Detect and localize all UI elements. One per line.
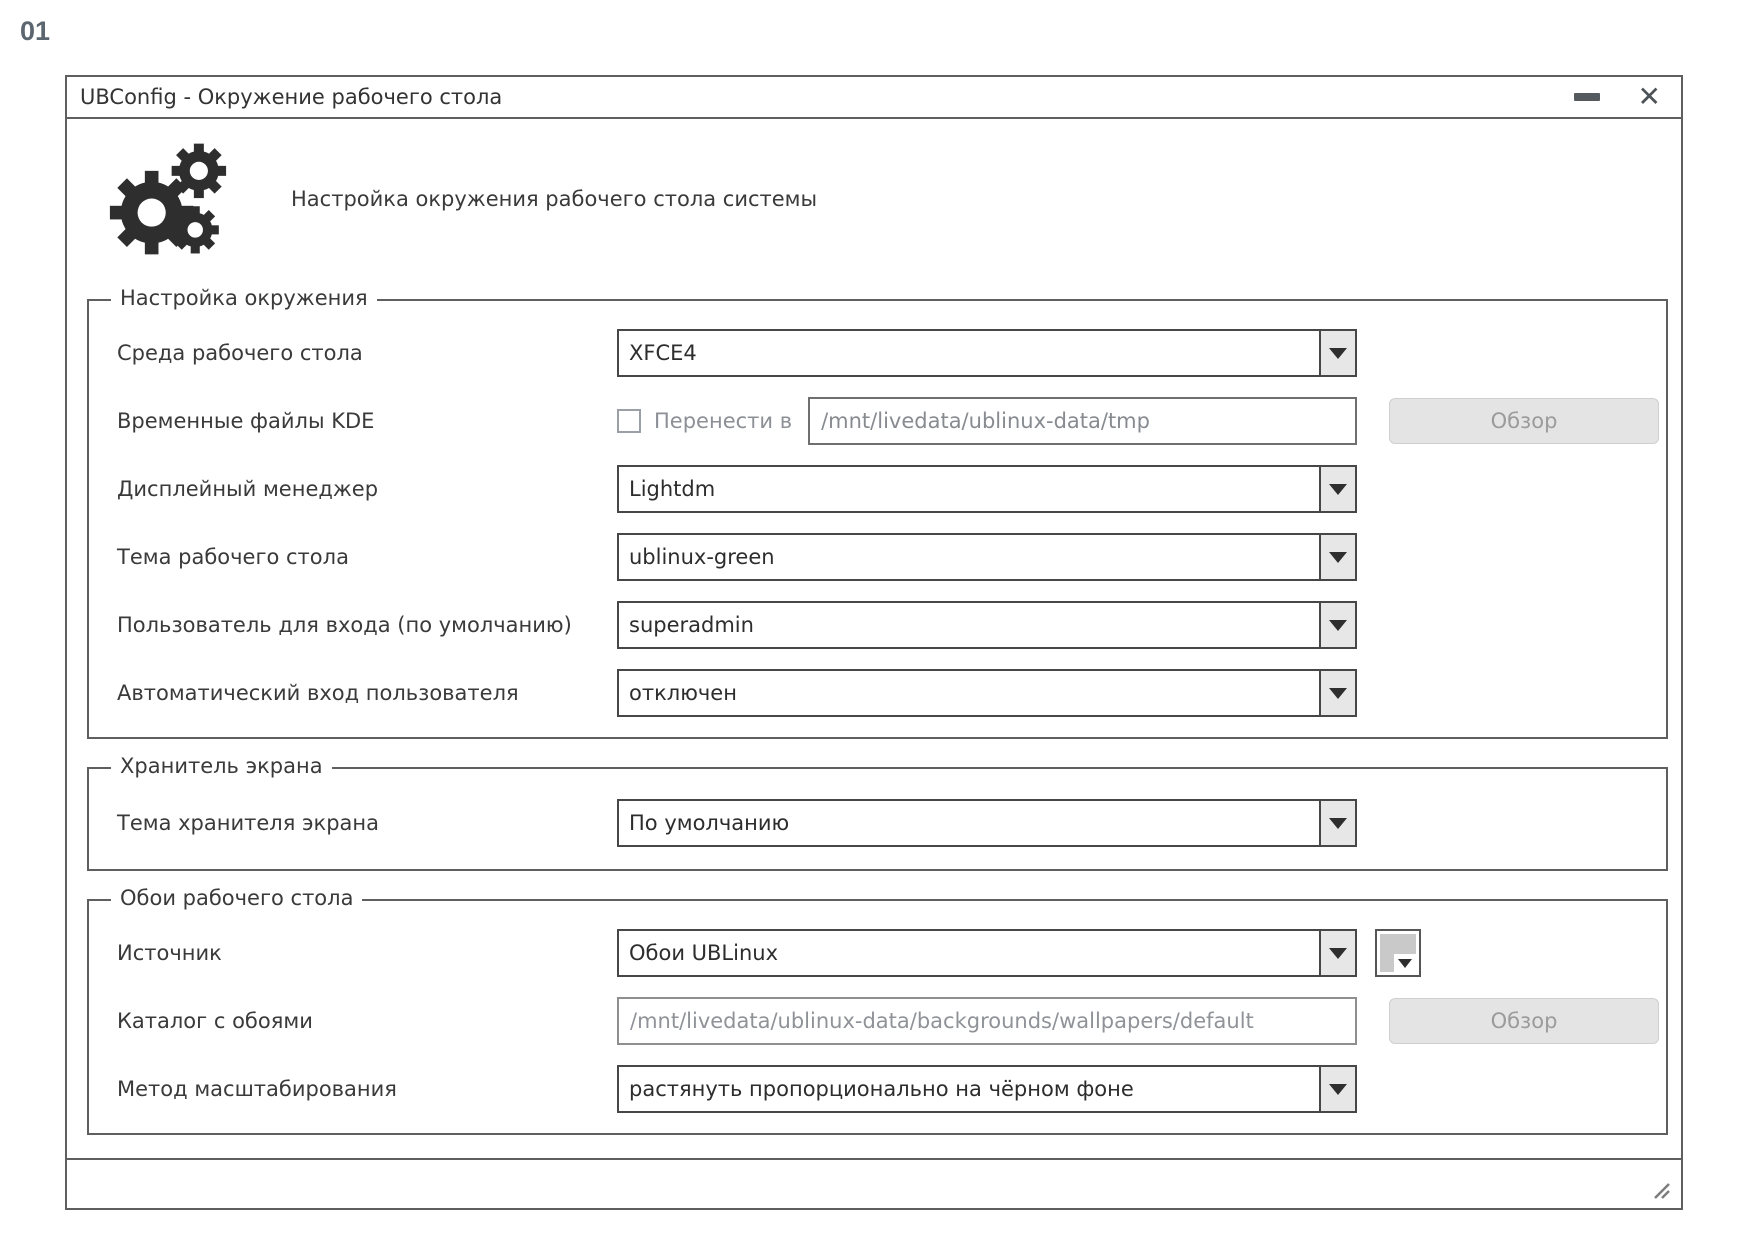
chevron-down-icon[interactable]	[1319, 467, 1355, 511]
group-wallpaper-legend: Обои рабочего стола	[111, 886, 362, 910]
wallpaper-source-select[interactable]	[617, 929, 1357, 977]
browse-button-kde-temp[interactable]: Обзор	[1389, 398, 1659, 444]
selected-value: Lightdm	[629, 477, 716, 501]
selected-value: отключен	[629, 681, 737, 705]
field-label: Источник	[117, 941, 222, 965]
chevron-down-icon	[1394, 954, 1416, 972]
chevron-down-icon[interactable]	[1319, 1067, 1355, 1111]
field-label: Временные файлы KDE	[117, 409, 375, 433]
move-to-checkbox-label: Перенести в	[654, 409, 793, 433]
group-environment-legend: Настройка окружения	[111, 286, 377, 310]
ubconfig-window	[65, 75, 1683, 1210]
browse-button-wallpaper-dir[interactable]: Обзор	[1389, 998, 1659, 1044]
row-desktop-theme	[117, 523, 1654, 591]
row-scaling-method	[117, 1055, 1654, 1123]
group-screensaver-legend: Хранитель экрана	[111, 754, 332, 778]
selected-value: XFCE4	[629, 341, 697, 365]
field-label: Тема хранителя экрана	[117, 811, 380, 835]
field-label: Дисплейный менеджер	[117, 477, 379, 501]
close-icon[interactable]: ✕	[1637, 80, 1661, 113]
chevron-down-icon[interactable]	[1319, 671, 1355, 715]
move-to-checkbox[interactable]	[617, 409, 641, 433]
selected-value: Обои UBLinux	[629, 941, 779, 965]
field-label: Автоматический вход пользователя	[117, 681, 519, 705]
gears-icon	[109, 143, 227, 255]
desktop-environment-select[interactable]	[617, 329, 1357, 377]
titlebar[interactable]	[67, 77, 1681, 119]
chevron-down-icon[interactable]	[1319, 931, 1355, 975]
window-controls	[1574, 80, 1681, 113]
chevron-down-icon[interactable]	[1319, 801, 1355, 845]
screensaver-theme-select[interactable]	[617, 799, 1357, 847]
window-title: UBConfig - Окружение рабочего стола	[80, 85, 503, 109]
row-screensaver-theme	[117, 787, 1654, 859]
field-label: Пользователь для входа (по умолчанию)	[117, 613, 572, 637]
row-desktop-environment	[117, 319, 1654, 387]
chevron-down-icon[interactable]	[1319, 331, 1355, 375]
chevron-down-icon[interactable]	[1319, 603, 1355, 647]
resize-grip-icon[interactable]	[1648, 1177, 1672, 1201]
selected-value: растянуть пропорционально на чёрном фоне	[629, 1077, 1134, 1101]
statusbar	[67, 1158, 1681, 1208]
group-wallpaper	[87, 886, 1668, 1135]
wallpaper-color-picker-button[interactable]	[1375, 929, 1421, 977]
kde-temp-path-input[interactable]: /mnt/livedata/ublinux-data/tmp	[808, 397, 1357, 445]
minimize-icon[interactable]	[1574, 93, 1600, 101]
wallpaper-dir-input[interactable]: /mnt/livedata/ublinux-data/backgrounds/wallpapers/default	[617, 997, 1357, 1045]
field-label: Тема рабочего стола	[117, 545, 349, 569]
default-login-user-select[interactable]	[617, 601, 1357, 649]
scaling-method-select[interactable]	[617, 1065, 1357, 1113]
row-display-manager	[117, 455, 1654, 523]
selected-value: ublinux-green	[629, 545, 775, 569]
app-header	[109, 143, 1668, 255]
row-wallpaper-source	[117, 919, 1654, 987]
field-label: Метод масштабирования	[117, 1077, 397, 1101]
window-content	[67, 119, 1681, 1158]
figure-label: 01	[20, 16, 51, 46]
selected-value: По умолчанию	[629, 811, 790, 835]
row-kde-temp-files	[117, 387, 1654, 455]
desktop-theme-select[interactable]	[617, 533, 1357, 581]
display-manager-select[interactable]	[617, 465, 1357, 513]
page-subtitle: Настройка окружения рабочего стола системы	[291, 187, 818, 211]
row-wallpaper-dir	[117, 987, 1654, 1055]
auto-login-select[interactable]	[617, 669, 1357, 717]
field-label: Среда рабочего стола	[117, 341, 363, 365]
chevron-down-icon[interactable]	[1319, 535, 1355, 579]
row-auto-login	[117, 659, 1654, 727]
field-label: Каталог с обоями	[117, 1009, 313, 1033]
group-environment	[87, 286, 1668, 739]
row-default-login-user	[117, 591, 1654, 659]
selected-value: superadmin	[629, 613, 754, 637]
group-screensaver	[87, 754, 1668, 871]
